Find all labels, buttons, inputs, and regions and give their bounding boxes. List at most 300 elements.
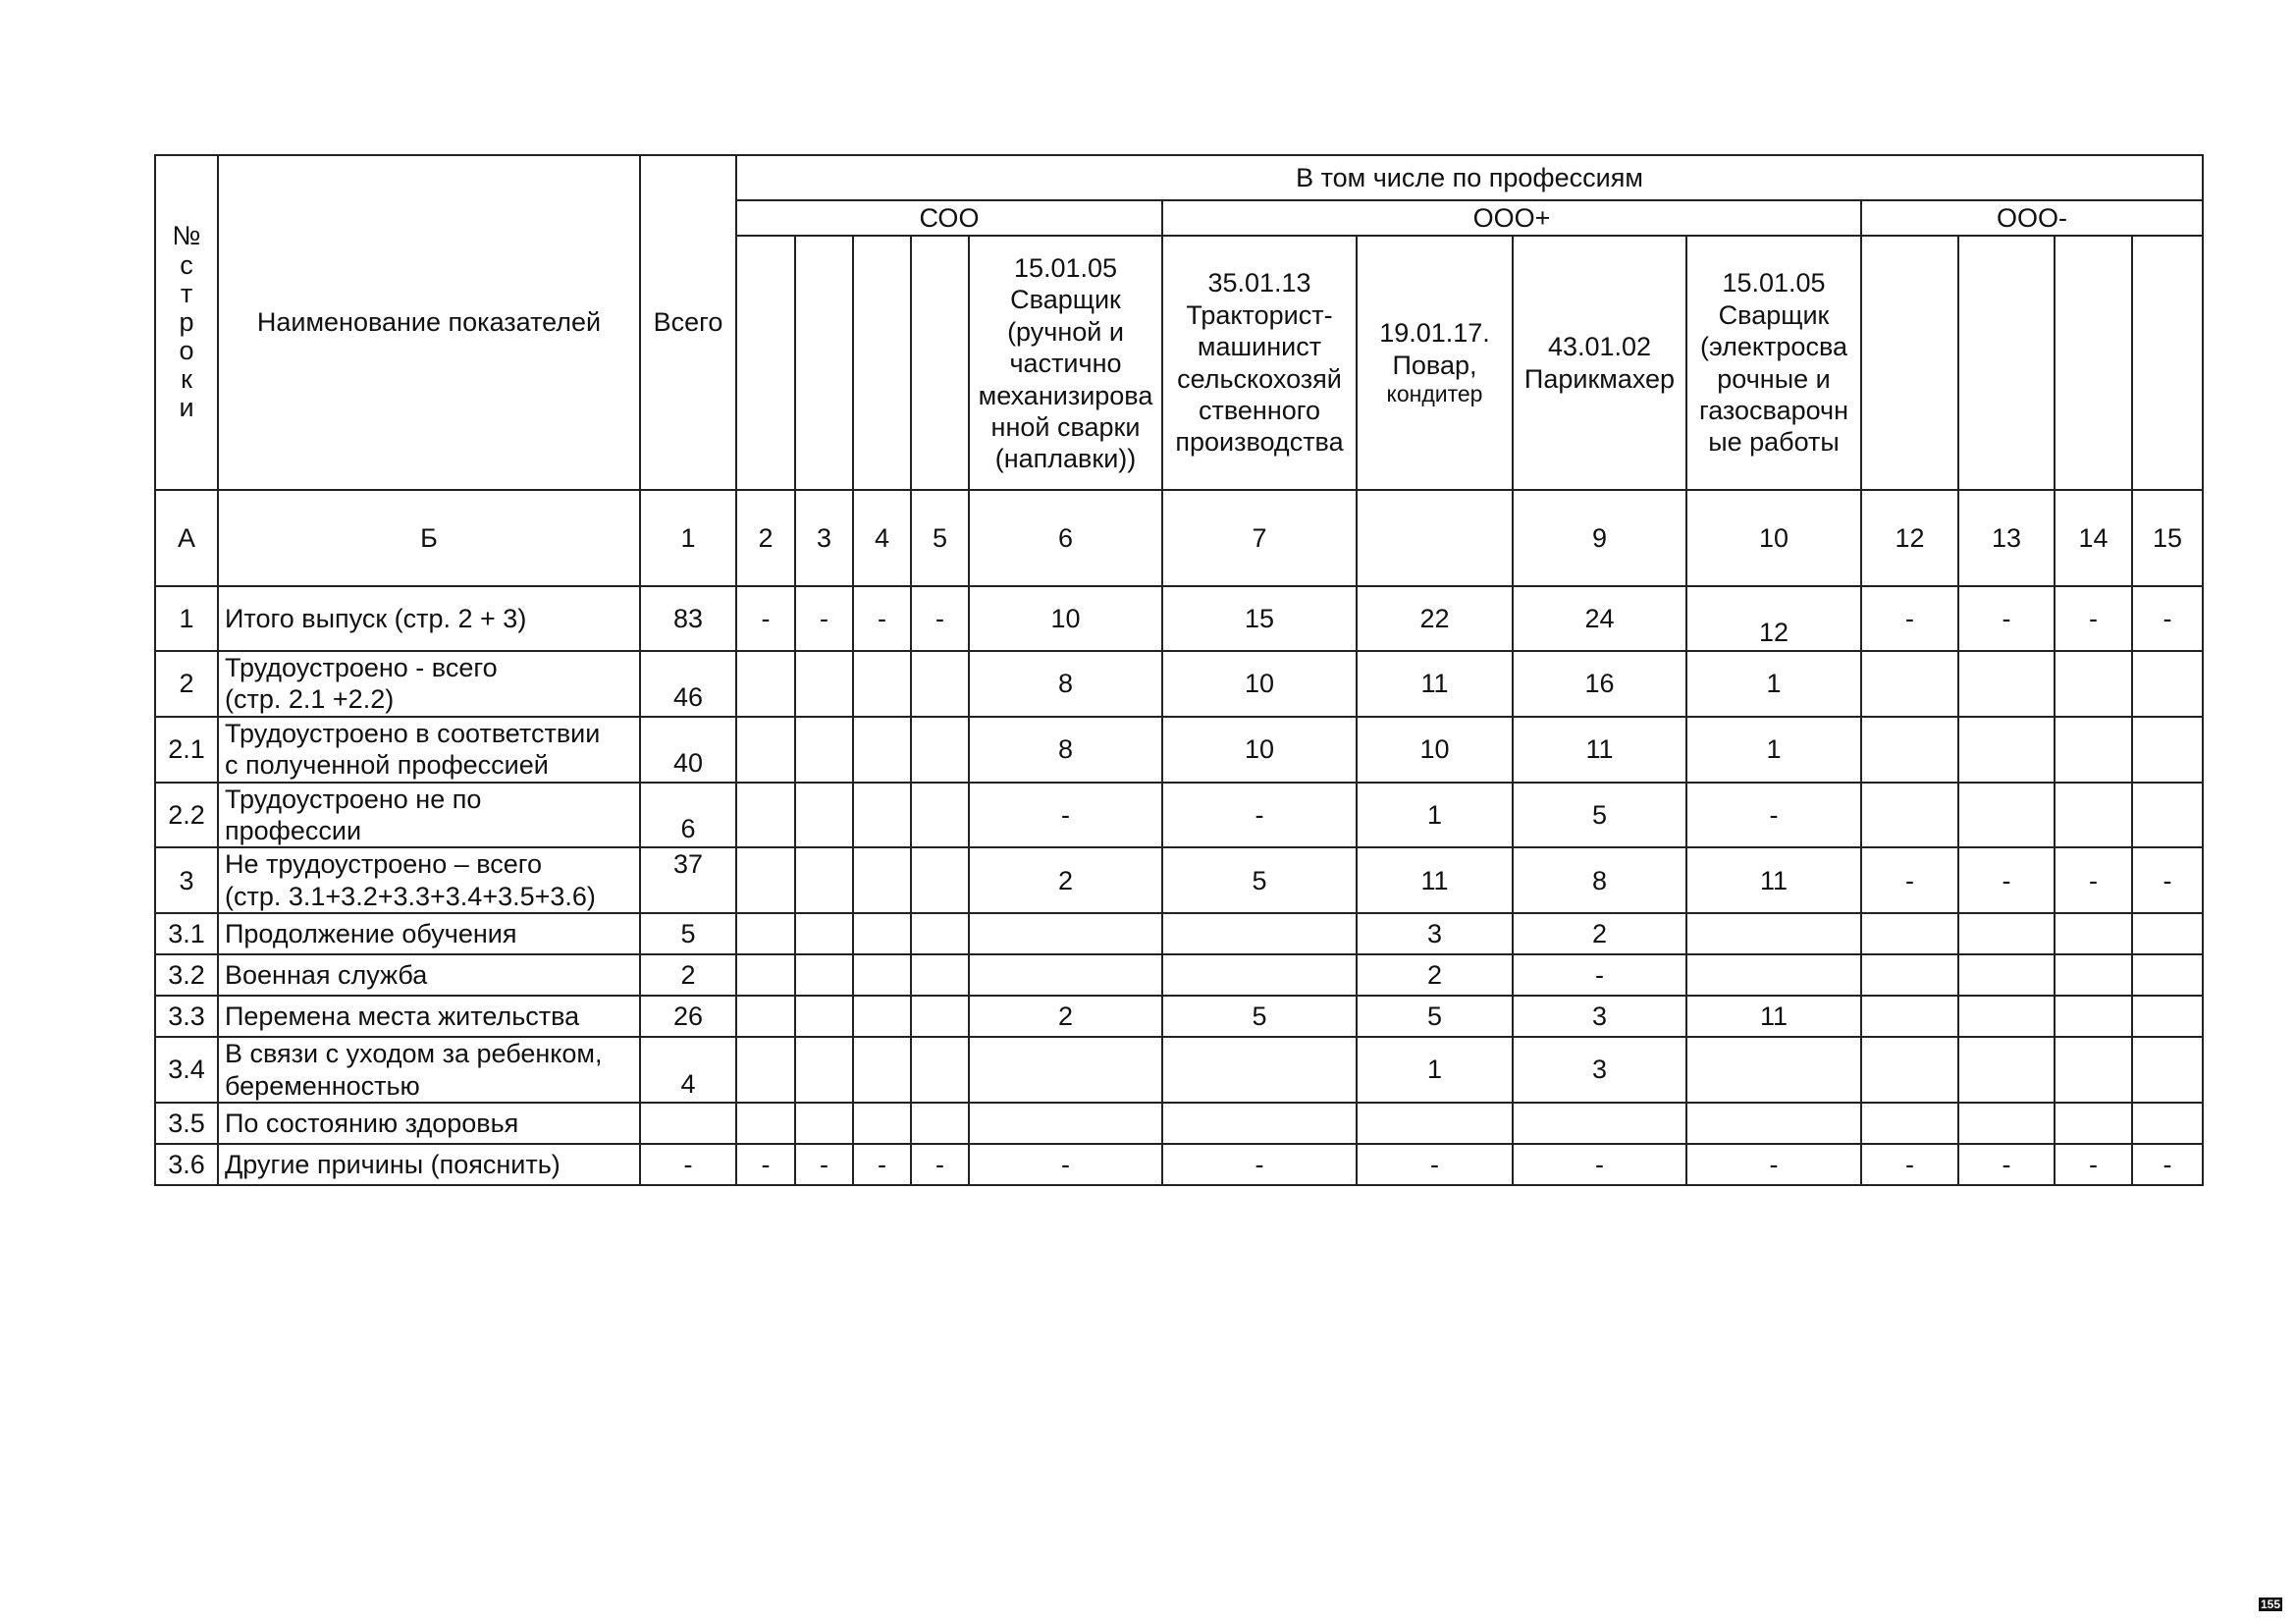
- value-cell: [1861, 1103, 1958, 1144]
- value-cell: [795, 1037, 853, 1103]
- cell-value: 3: [1426, 918, 1443, 948]
- value-cell: [911, 1037, 969, 1103]
- value-cell: [1861, 717, 1958, 783]
- total-cell: 40: [640, 717, 736, 783]
- value-cell: [853, 996, 911, 1037]
- cell-value: -: [2002, 865, 2011, 895]
- value-cell: [736, 996, 795, 1037]
- value-cell: [911, 651, 969, 717]
- value-cell: [1686, 913, 1861, 954]
- table-row: [155, 1037, 2203, 1103]
- cell-value: -: [935, 603, 944, 633]
- value-cell: [1162, 954, 1357, 996]
- indicator-name-line: с полученной профессией: [225, 750, 549, 781]
- cell-value: 10: [1244, 733, 1275, 764]
- value-cell: [1513, 651, 1686, 717]
- value-cell: [2055, 586, 2132, 651]
- value-cell: [736, 1037, 795, 1103]
- profession-header-cook: 19.01.17. Повар, кондитер: [1357, 236, 1513, 490]
- value-cell: [1958, 783, 2055, 848]
- value-cell: [969, 1144, 1162, 1185]
- value-cell: [853, 783, 911, 848]
- cell-value: 3: [1591, 1001, 1608, 1031]
- value-cell: [853, 913, 911, 954]
- profession-header-empty: [1861, 236, 1958, 490]
- value-cell: [1162, 1144, 1357, 1185]
- value-cell: [969, 717, 1162, 783]
- value-cell: [2132, 847, 2203, 913]
- value-cell: [2055, 651, 2132, 717]
- value-cell: [1958, 717, 2055, 783]
- value-cell: [2055, 954, 2132, 996]
- cell-value: 5: [1252, 865, 1267, 895]
- col-index-14: 14: [2055, 490, 2132, 586]
- table-row: [155, 1103, 2203, 1144]
- value-cell: [1162, 651, 1357, 717]
- cell-value: -: [2163, 865, 2172, 895]
- value-cell: [2132, 783, 2203, 848]
- cell-value: 1: [1426, 1055, 1443, 1085]
- total-cell: 5: [640, 913, 736, 954]
- cell-value: -: [1769, 799, 1779, 830]
- indicator-name: [218, 1037, 640, 1103]
- value-cell: [2055, 1103, 2132, 1144]
- value-cell: [795, 717, 853, 783]
- value-cell: [969, 1037, 1162, 1103]
- cell-value: 22: [1419, 603, 1450, 633]
- table-row: [155, 954, 2203, 996]
- value-cell: [2132, 1037, 2203, 1103]
- value-cell: [853, 847, 911, 913]
- profession-header-empty: [2132, 236, 2203, 490]
- column-index-row: [155, 490, 2203, 586]
- indicator-name: [218, 847, 640, 913]
- indicator-name-line: По состоянию здоровья: [225, 1108, 519, 1138]
- cell-value: 2: [1426, 959, 1443, 990]
- cell-value: -: [1061, 1149, 1070, 1179]
- value-cell: [1958, 651, 2055, 717]
- cell-value: -: [2163, 1149, 2172, 1179]
- indicator-name-line: Продолжение обучения: [225, 918, 517, 948]
- col-index-8: [1357, 490, 1513, 586]
- cell-value: 11: [1585, 733, 1614, 764]
- total-cell: 6: [640, 783, 736, 848]
- row-number: 3.3: [155, 996, 218, 1037]
- value-cell: [1513, 1037, 1686, 1103]
- cell-value: 11: [1759, 865, 1789, 895]
- value-cell: [1357, 996, 1513, 1037]
- value-cell: [1861, 1144, 1958, 1185]
- value-cell: [853, 1037, 911, 1103]
- value-cell: [1861, 586, 1958, 651]
- value-cell: [795, 1103, 853, 1144]
- indicator-name: [218, 913, 640, 954]
- value-cell: [2132, 1103, 2203, 1144]
- cell-value: 15: [1244, 603, 1275, 633]
- profession-header-empty: [2055, 236, 2132, 490]
- value-cell: [795, 651, 853, 717]
- value-cell: [1513, 847, 1686, 913]
- indicator-name: [218, 1144, 640, 1185]
- value-cell: [1861, 651, 1958, 717]
- cell-value: 8: [1057, 733, 1074, 764]
- total-cell: -: [640, 1144, 736, 1185]
- value-cell: [1686, 847, 1861, 913]
- profession-header-empty: [853, 236, 911, 490]
- value-cell: [853, 717, 911, 783]
- col-index-6: 6: [969, 490, 1162, 586]
- value-cell: [911, 586, 969, 651]
- cell-value: 11: [1420, 865, 1449, 895]
- value-cell: [795, 847, 853, 913]
- value-cell: [1958, 954, 2055, 996]
- value-cell: [795, 586, 853, 651]
- row-number: 3.1: [155, 913, 218, 954]
- value-cell: [2055, 1037, 2132, 1103]
- group-ooo-minus-header: ООО-: [1861, 200, 2203, 236]
- cell-value: 11: [1759, 1001, 1789, 1031]
- value-cell: [1958, 996, 2055, 1037]
- value-cell: [1357, 847, 1513, 913]
- indicator-name: [218, 1103, 640, 1144]
- col-index-2: 2: [736, 490, 795, 586]
- cell-value: 10: [1419, 733, 1450, 764]
- value-cell: [1357, 954, 1513, 996]
- total-cell: 4: [640, 1037, 736, 1103]
- cell-value: -: [1430, 1149, 1439, 1179]
- header-row-1: [155, 155, 2203, 200]
- value-cell: [736, 1144, 795, 1185]
- cell-value: -: [2002, 603, 2011, 633]
- cell-value: -: [1905, 1149, 1914, 1179]
- indicator-header: Наименование показателей: [218, 155, 640, 490]
- value-cell: [911, 1103, 969, 1144]
- total-header: Всего: [640, 155, 736, 490]
- value-cell: [1686, 1037, 1861, 1103]
- value-cell: [736, 954, 795, 996]
- value-cell: [1162, 586, 1357, 651]
- cell-value: -: [761, 603, 771, 633]
- value-cell: [969, 847, 1162, 913]
- value-cell: [1686, 783, 1861, 848]
- value-cell: [1686, 996, 1861, 1037]
- value-cell: [1513, 913, 1686, 954]
- indicator-name-line: профессии: [225, 815, 362, 845]
- table-row: [155, 586, 2203, 651]
- cell-value: -: [1769, 1149, 1779, 1179]
- value-cell: [2055, 913, 2132, 954]
- cell-value: 16: [1584, 669, 1615, 699]
- value-cell: [1513, 717, 1686, 783]
- cell-value: 1: [1766, 733, 1782, 764]
- value-cell: [911, 783, 969, 848]
- cell-value: -: [935, 1149, 944, 1179]
- row-number: 2: [155, 651, 218, 717]
- value-cell: [969, 913, 1162, 954]
- cell-value: -: [1255, 1149, 1264, 1179]
- value-cell: [1958, 586, 2055, 651]
- value-cell: [2132, 996, 2203, 1037]
- profession-header-empty: [795, 236, 853, 490]
- cell-value: 12: [1758, 617, 1789, 647]
- col-index-3: 3: [795, 490, 853, 586]
- by-profession-header: В том числе по профессиям: [736, 155, 2203, 200]
- value-cell: [1861, 1037, 1958, 1103]
- col-index-4: 4: [853, 490, 911, 586]
- cell-value: -: [2002, 1149, 2011, 1179]
- rownum-chars: № с т р о к и: [172, 221, 201, 423]
- value-cell: [1162, 783, 1357, 848]
- value-cell: [969, 996, 1162, 1037]
- value-cell: [1958, 913, 2055, 954]
- cell-value: -: [1905, 603, 1914, 633]
- cell-value: 3: [1591, 1055, 1608, 1085]
- row-number: 3.5: [155, 1103, 218, 1144]
- value-cell: [795, 954, 853, 996]
- cell-value: -: [2163, 603, 2172, 633]
- value-cell: [1357, 783, 1513, 848]
- cell-value: -: [1905, 865, 1914, 895]
- value-cell: [1686, 954, 1861, 996]
- cell-value: 1: [1426, 799, 1443, 830]
- group-soo-header: СОО: [736, 200, 1162, 236]
- total-cell: 26: [640, 996, 736, 1037]
- col-index-15: 15: [2132, 490, 2203, 586]
- cell-value: 5: [1426, 1001, 1443, 1031]
- table-row: [155, 717, 2203, 783]
- col-index-12: 12: [1861, 490, 1958, 586]
- cell-value: 1: [1766, 669, 1782, 699]
- cell-value: 2: [1057, 865, 1074, 895]
- col-index-9: 9: [1513, 490, 1686, 586]
- profession-header-welder-electric: 15.01.05 Сварщик (электросва рочные и газосварочн ые работы: [1686, 236, 1861, 490]
- col-index-5: 5: [911, 490, 969, 586]
- row-number: 2.1: [155, 717, 218, 783]
- value-cell: [1513, 1144, 1686, 1185]
- value-cell: [1861, 913, 1958, 954]
- table-row: [155, 996, 2203, 1037]
- cell-value: 5: [1591, 799, 1608, 830]
- value-cell: [2132, 651, 2203, 717]
- indicator-name-line: В связи с уходом за ребенком,: [225, 1039, 603, 1069]
- value-cell: [911, 954, 969, 996]
- cell-value: 11: [1420, 669, 1449, 699]
- cell-value: -: [1255, 799, 1264, 830]
- value-cell: [1861, 847, 1958, 913]
- cell-value: -: [2089, 865, 2098, 895]
- cell-value: 10: [1050, 603, 1081, 633]
- value-cell: [1357, 913, 1513, 954]
- value-cell: [1357, 1037, 1513, 1103]
- row-number: 3.6: [155, 1144, 218, 1185]
- value-cell: [1513, 996, 1686, 1037]
- value-cell: [2132, 913, 2203, 954]
- indicator-name-line: Военная служба: [225, 959, 428, 990]
- value-cell: [795, 913, 853, 954]
- cell-value: 5: [1252, 1001, 1267, 1031]
- indicator-name-line: Не трудоустроено – всего: [225, 849, 543, 880]
- indicator-name-line: Трудоустроено в соответствии: [225, 718, 601, 748]
- value-cell: [1958, 1037, 2055, 1103]
- value-cell: [1686, 651, 1861, 717]
- value-cell: [1686, 717, 1861, 783]
- col-index-b: Б: [218, 490, 640, 586]
- value-cell: [911, 913, 969, 954]
- value-cell: [1861, 783, 1958, 848]
- indicator-name: [218, 996, 640, 1037]
- value-cell: [2055, 1144, 2132, 1185]
- value-cell: [1357, 1103, 1513, 1144]
- cell-value: -: [820, 603, 828, 633]
- value-cell: [969, 954, 1162, 996]
- row-number: 3: [155, 847, 218, 913]
- indicator-name-line: Трудоустроено не по: [225, 784, 482, 814]
- total-cell: 46: [640, 651, 736, 717]
- table-row: [155, 651, 2203, 717]
- value-cell: [1513, 1103, 1686, 1144]
- value-cell: [911, 996, 969, 1037]
- value-cell: [1686, 586, 1861, 651]
- value-cell: [1357, 586, 1513, 651]
- rownum-header: [155, 155, 218, 490]
- cell-value: -: [878, 603, 886, 633]
- value-cell: [795, 1144, 853, 1185]
- value-cell: [2132, 1144, 2203, 1185]
- col-index-10: 10: [1686, 490, 1861, 586]
- table-row: [155, 847, 2203, 913]
- total-cell: 83: [640, 586, 736, 651]
- indicator-name: [218, 954, 640, 996]
- indicator-name-line: Перемена места жительства: [225, 1001, 580, 1031]
- value-cell: [2055, 717, 2132, 783]
- value-cell: [853, 651, 911, 717]
- cell-value: -: [761, 1149, 771, 1179]
- value-cell: [853, 586, 911, 651]
- value-cell: [1861, 996, 1958, 1037]
- profession-header-tractor-driver: 35.01.13 Тракторист- машинист сельскохозяй ственного производства: [1162, 236, 1357, 490]
- value-cell: [1513, 783, 1686, 848]
- value-cell: [736, 717, 795, 783]
- cell-value: 2: [1591, 918, 1608, 948]
- value-cell: [853, 1144, 911, 1185]
- value-cell: [853, 954, 911, 996]
- indicator-name-line: Трудоустроено - всего: [225, 653, 498, 682]
- row-number: 3.2: [155, 954, 218, 996]
- value-cell: [736, 1103, 795, 1144]
- value-cell: [1357, 1144, 1513, 1185]
- value-cell: [736, 651, 795, 717]
- value-cell: [853, 1103, 911, 1144]
- col-index-13: 13: [1958, 490, 2055, 586]
- value-cell: [911, 1144, 969, 1185]
- profession-header-welder-manual: 15.01.05 Сварщик (ручной и частично механизирова нной сварки (наплавки)): [969, 236, 1162, 490]
- row-number: 3.4: [155, 1037, 218, 1103]
- total-cell: [640, 1103, 736, 1144]
- cell-value: 24: [1584, 603, 1615, 633]
- value-cell: [969, 1103, 1162, 1144]
- value-cell: [2132, 586, 2203, 651]
- cell-value: 10: [1244, 669, 1275, 699]
- value-cell: [911, 847, 969, 913]
- value-cell: [736, 586, 795, 651]
- cell-value: 8: [1057, 669, 1074, 699]
- indicator-name: [218, 783, 640, 848]
- col-index-7: 7: [1162, 490, 1357, 586]
- indicator-name-line: (стр. 2.1 +2.2): [225, 684, 395, 715]
- value-cell: [2055, 996, 2132, 1037]
- value-cell: [2055, 847, 2132, 913]
- col-index-a: А: [155, 490, 218, 586]
- indicator-name-line: Другие причины (пояснить): [225, 1149, 561, 1179]
- cell-value: -: [2089, 1149, 2098, 1179]
- profession-header-empty: [911, 236, 969, 490]
- value-cell: [1686, 1103, 1861, 1144]
- value-cell: [1357, 717, 1513, 783]
- value-cell: [1162, 717, 1357, 783]
- value-cell: [1162, 913, 1357, 954]
- total-cell: 37: [640, 847, 736, 913]
- value-cell: [1357, 651, 1513, 717]
- cell-value: -: [820, 1149, 828, 1179]
- cell-value: 8: [1591, 865, 1608, 895]
- row-number: 2.2: [155, 783, 218, 848]
- page-number: 155: [2261, 1597, 2281, 1611]
- value-cell: [1162, 996, 1357, 1037]
- indicator-name-line: Итого выпуск (стр. 2 + 3): [225, 603, 527, 633]
- indicator-name-line: беременностью: [225, 1070, 420, 1101]
- total-cell: 2: [640, 954, 736, 996]
- value-cell: [1513, 954, 1686, 996]
- indicator-name-line: (стр. 3.1+3.2+3.3+3.4+3.5+3.6): [225, 881, 596, 911]
- cell-value: 2: [1057, 1001, 1074, 1031]
- value-cell: [1861, 954, 1958, 996]
- indicator-name: [218, 586, 640, 651]
- table-row: [155, 1144, 2203, 1185]
- value-cell: [969, 651, 1162, 717]
- profession-header-hairdresser: 43.01.02 Парикмахер: [1513, 236, 1686, 490]
- value-cell: [969, 586, 1162, 651]
- value-cell: [969, 783, 1162, 848]
- value-cell: [736, 783, 795, 848]
- value-cell: [1958, 1144, 2055, 1185]
- value-cell: [1162, 1103, 1357, 1144]
- table-row: [155, 913, 2203, 954]
- graduates-employment-table: [154, 154, 2204, 1186]
- value-cell: [1162, 847, 1357, 913]
- value-cell: [736, 913, 795, 954]
- group-ooo-plus-header: ООО+: [1162, 200, 1861, 236]
- value-cell: [795, 996, 853, 1037]
- row-number: 1: [155, 586, 218, 651]
- cell-value: -: [1061, 799, 1070, 830]
- cell-value: -: [878, 1149, 886, 1179]
- indicator-name: [218, 651, 640, 717]
- value-cell: [1162, 1037, 1357, 1103]
- value-cell: [2132, 717, 2203, 783]
- table-body: [155, 586, 2203, 1185]
- cell-value: -: [1595, 1149, 1604, 1179]
- value-cell: [1958, 847, 2055, 913]
- value-cell: [2055, 783, 2132, 848]
- value-cell: [1513, 586, 1686, 651]
- value-cell: [1958, 1103, 2055, 1144]
- value-cell: [2132, 954, 2203, 996]
- indicator-name: [218, 717, 640, 783]
- value-cell: [736, 847, 795, 913]
- cell-value: -: [2089, 603, 2098, 633]
- table-row: [155, 783, 2203, 848]
- value-cell: [911, 717, 969, 783]
